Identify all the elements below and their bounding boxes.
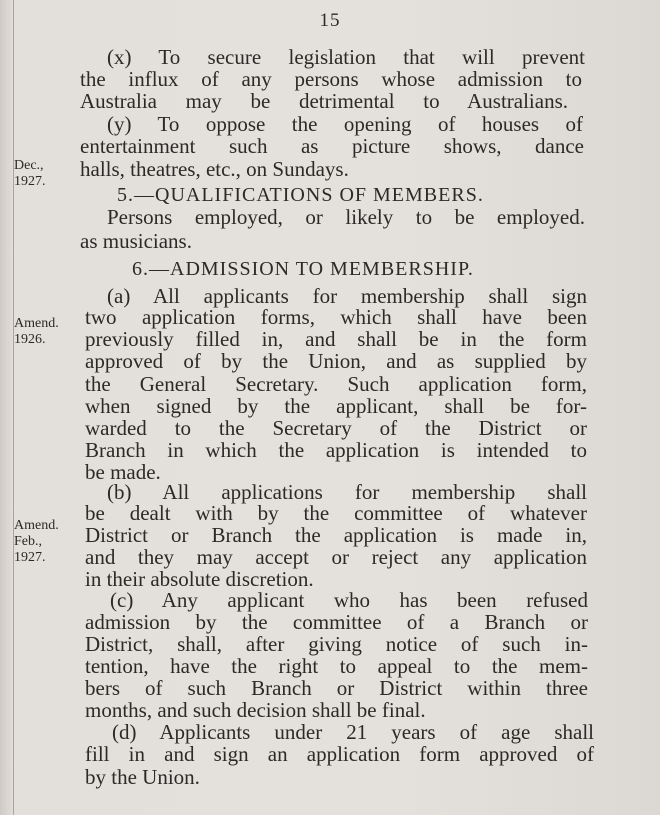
margin-note-line: Feb., [14, 534, 42, 549]
text-line: (x) To secure legislation that will prevent [107, 45, 585, 69]
text-line: Branch in which the application is intended to [85, 438, 587, 462]
text-line: be dealt with by the committee of whatever [85, 501, 587, 525]
margin-note-line: Amend. [14, 518, 59, 533]
margin-note-line: 1927. [14, 550, 46, 565]
section-heading-qualifications: 5.—QUALIFICATIONS OF MEMBERS. [117, 184, 484, 206]
text-line: and they may accept or reject any application [85, 545, 587, 569]
text-line: in their absolute discretion. [85, 567, 314, 591]
text-line: District or Branch the application is made in, [85, 523, 587, 547]
page-edge [13, 0, 14, 815]
page-number: 15 [319, 10, 341, 31]
text-line: be made. [85, 460, 161, 484]
text-line: as musicians. [80, 229, 192, 253]
text-line: (c) Any applicant who has been refused [110, 588, 588, 612]
section-heading-admission: 6.—ADMISSION TO MEMBERSHIP. [132, 258, 474, 280]
margin-note-line: 1927. [14, 174, 46, 189]
text-line: approved of by the Union, and as supplied by [85, 349, 587, 373]
text-line: tention, have the right to appeal to the mem- [85, 654, 588, 678]
text-line: Persons employed, or likely to be employed. [107, 205, 585, 229]
text-line: the influx of any persons whose admission to [80, 67, 582, 91]
margin-note-amend-feb-1927 [14, 518, 59, 566]
text-line: two application forms, which shall have been [85, 305, 587, 329]
text-line: fill in and sign an application form approved of [85, 742, 594, 766]
text-line: District, shall, after giving notice of such in- [85, 632, 588, 656]
text-line: (d) Applicants under 21 years of age shall [112, 720, 594, 744]
text-line: (y) To oppose the opening of houses of [107, 112, 583, 136]
text-line: admission by the committee of a Branch or [85, 610, 588, 634]
text-line: (b) All applications for membership shall [107, 480, 587, 504]
text-line: halls, theatres, etc., on Sundays. [80, 157, 349, 181]
margin-note-line: 1926. [14, 332, 46, 347]
text-line: entertainment such as picture shows, dance [80, 134, 584, 158]
text-line: warded to the Secretary of the District or [85, 416, 587, 440]
text-line: (a) All applicants for membership shall sign [107, 284, 587, 308]
text-line: the General Secretary. Such application form, [85, 372, 587, 396]
text-line: Australia may be detrimental to Australians. [80, 89, 568, 113]
margin-note-line: Amend. [14, 316, 59, 331]
text-line: previously filled in, and shall be in the form [85, 327, 587, 351]
text-line: bers of such Branch or District within three [85, 676, 588, 700]
margin-note-dec-1927 [14, 158, 46, 190]
text-line: when signed by the applicant, shall be for- [85, 394, 587, 418]
margin-note-amend-1926 [14, 316, 59, 348]
text-line: by the Union. [85, 765, 200, 789]
text-line: months, and such decision shall be final. [85, 698, 426, 722]
margin-note-line: Dec., [14, 158, 44, 173]
